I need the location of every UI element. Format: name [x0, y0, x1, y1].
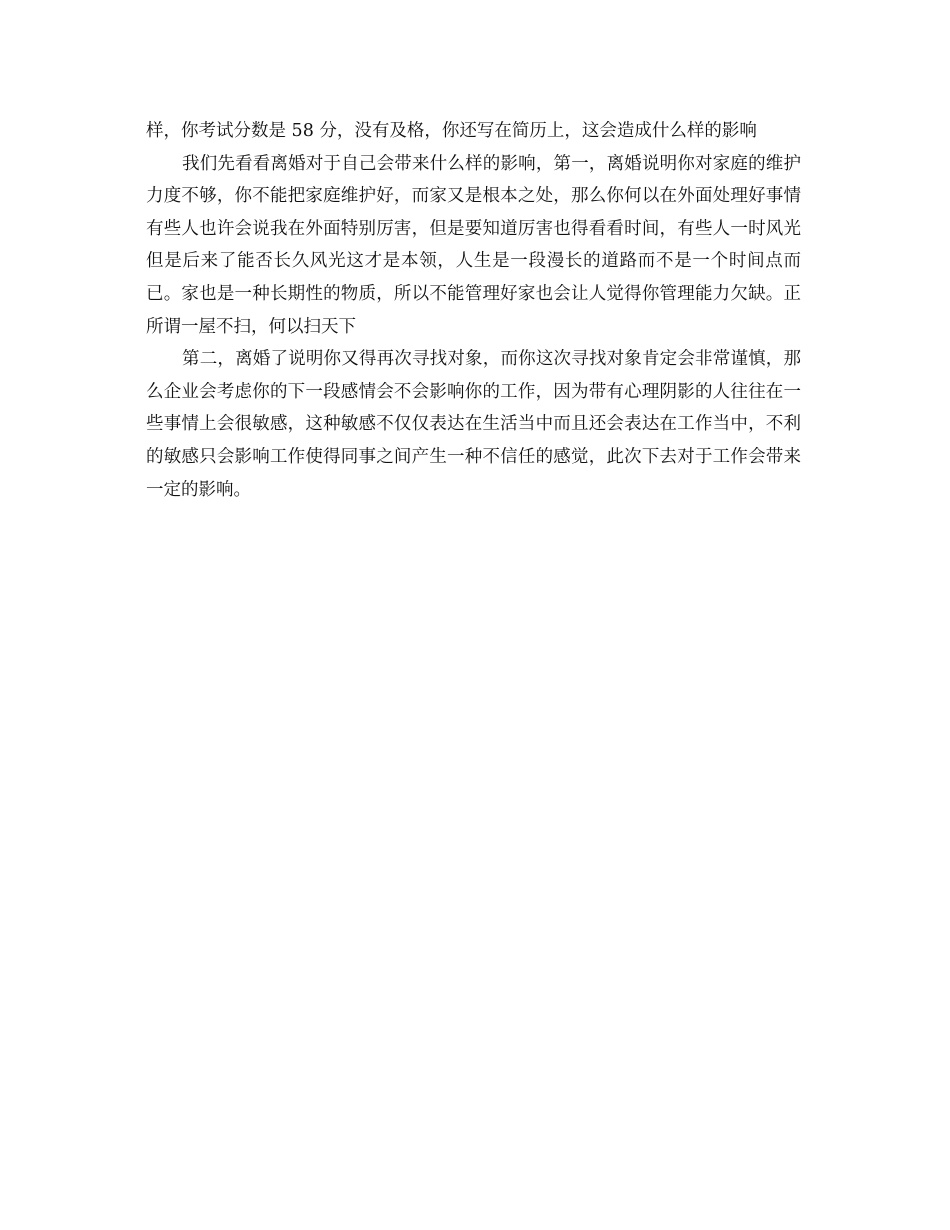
- paragraph-continuation: 样，你考试分数是 58 分，没有及格，你还写在简历上，这会造成什么样的影响: [146, 121, 757, 141]
- document-body: [146, 115, 801, 506]
- paragraph-divorce-effects-first: 我们先看看离婚对于自己会带来什么样的影响，第一，离婚说明你对家庭的维护力度不够，你不能把家庭维护好，而家又是根本之处，那么你何以在外面处理好事情有些人也许会说我在外面特别厉害，但是要知道厉害也得看看时间，有些人一时风光但是后来了能否长久风光这才是本领，人生是一段漫长的道路而不是一个时间点而已。家也是一种长期性的物质，所以不能管理好家也会让人觉得你管理能力欠缺。正所谓一屋不扫，何以扫天下: [146, 153, 801, 337]
- paragraph-divorce-effects-second: 第二，离婚了说明你又得再次寻找对象，而你这次寻找对象肯定会非常谨慎，那么企业会考虑你的下一段感情会不会影响你的工作，因为带有心理阴影的人往往在一些事情上会很敏感，这种敏感不仅仅表达在生活当中而且还会表达在工作当中，不利的敏感只会影响工作使得同事之间产生一种不信任的感觉，此次下去对于工作会带来一定的影响。: [146, 349, 801, 500]
